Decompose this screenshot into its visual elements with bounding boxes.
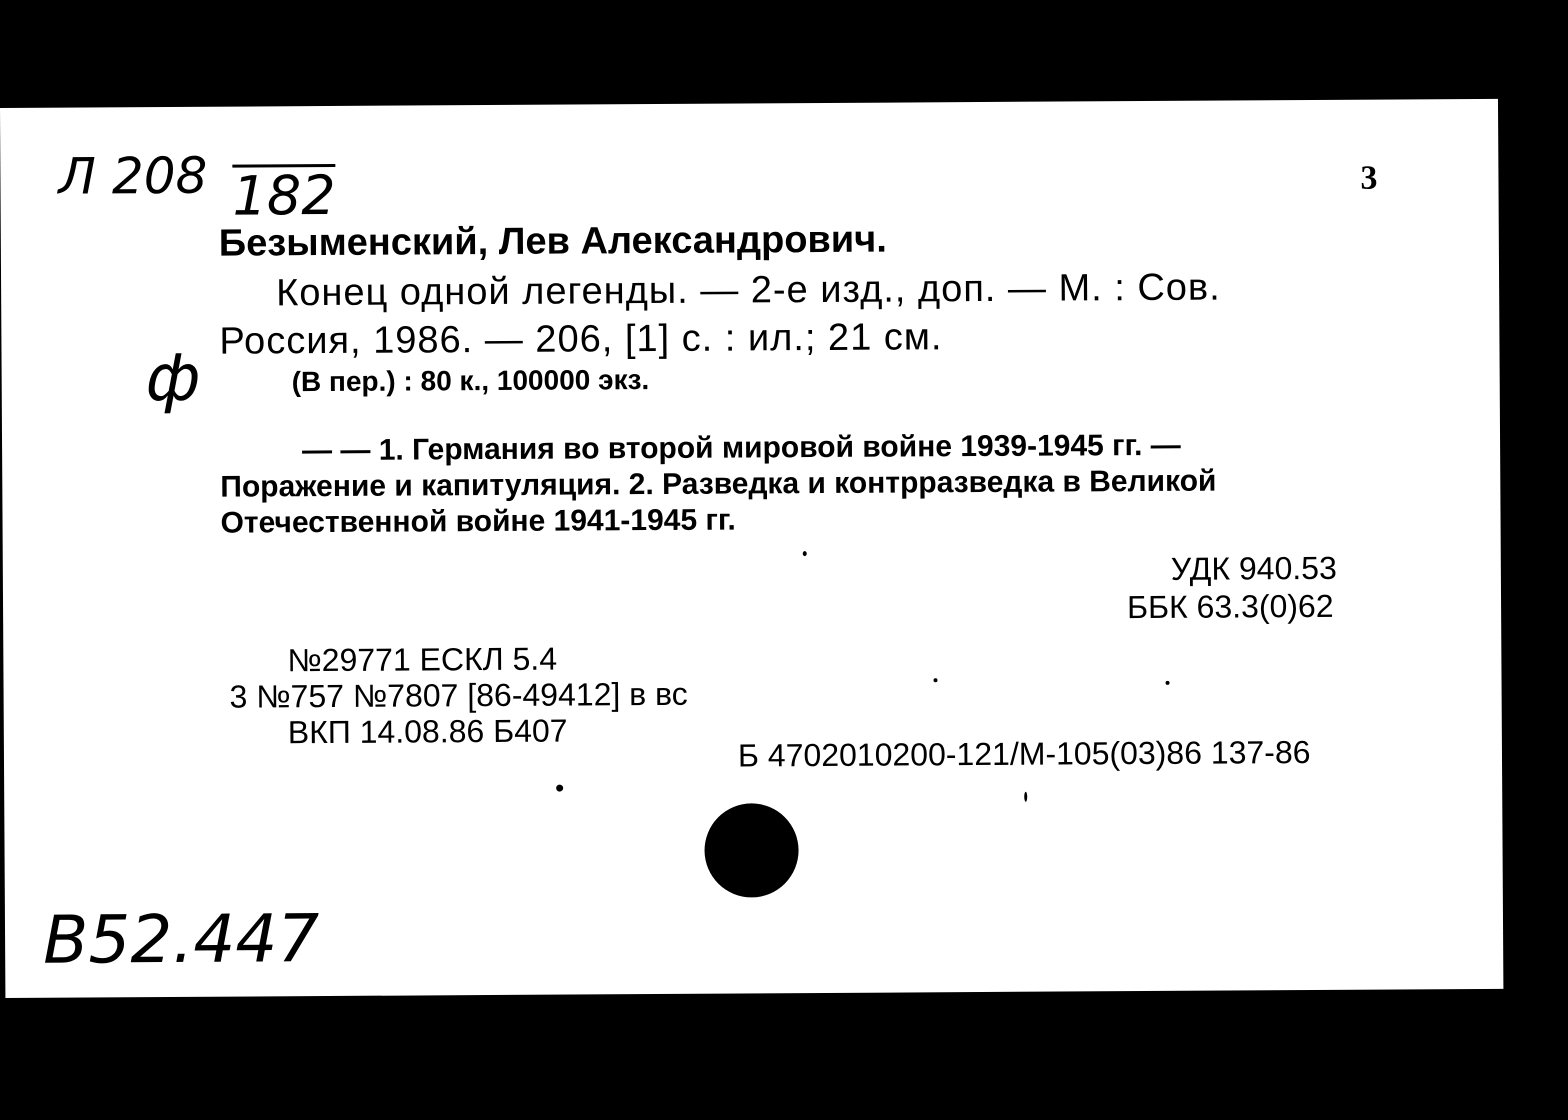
author-heading: Безыменский, Лев Александрович. xyxy=(218,218,887,265)
subject-line-2: Поражение и капитуляция. 2. Разведка и контрразведка в Великой xyxy=(220,464,1217,504)
scan-speck xyxy=(1166,681,1170,685)
bbk-code: ББК 63.3(0)62 xyxy=(1126,587,1334,626)
scan-speck xyxy=(1024,792,1027,802)
subject-line-3: Отечественной войне 1941-1945 гг. xyxy=(220,503,736,540)
handwritten-code-bottom: B52.447 xyxy=(42,900,320,979)
punch-hole xyxy=(704,803,799,898)
handwritten-number-top: 182 xyxy=(232,163,336,228)
catalog-card xyxy=(0,99,1503,998)
publication-line: Россия, 1986. — 206, [1] с. : ил.; 21 см. xyxy=(219,316,943,363)
scan-speck xyxy=(934,678,938,682)
registry-line-1: №29771 ЕСКЛ 5.4 xyxy=(287,640,558,679)
title-line: Конец одной легенды. — 2-е изд., доп. — М. : Сов. xyxy=(276,266,1221,315)
scan-speck xyxy=(803,551,807,556)
price-line: (В пер.) : 80 к., 100000 экз. xyxy=(291,364,650,398)
scan-speck xyxy=(556,785,563,792)
handwritten-margin-mark: ф xyxy=(145,341,201,417)
catalog-code: Б 4702010200-121/М-105(03)86 137-86 xyxy=(737,734,1311,774)
registry-line-3: ВКП 14.08.86 Б407 xyxy=(287,712,568,751)
subject-line-1: — — 1. Германия во второй мировой войне 1939-1945 гг. — xyxy=(301,428,1181,468)
udk-code: УДК 940.53 xyxy=(1170,549,1337,587)
registry-line-2: 3 №757 №7807 [86-49412] в вс xyxy=(229,675,688,715)
card-number: 3 xyxy=(1360,159,1378,197)
handwritten-code-top: Л 208 xyxy=(58,146,208,206)
